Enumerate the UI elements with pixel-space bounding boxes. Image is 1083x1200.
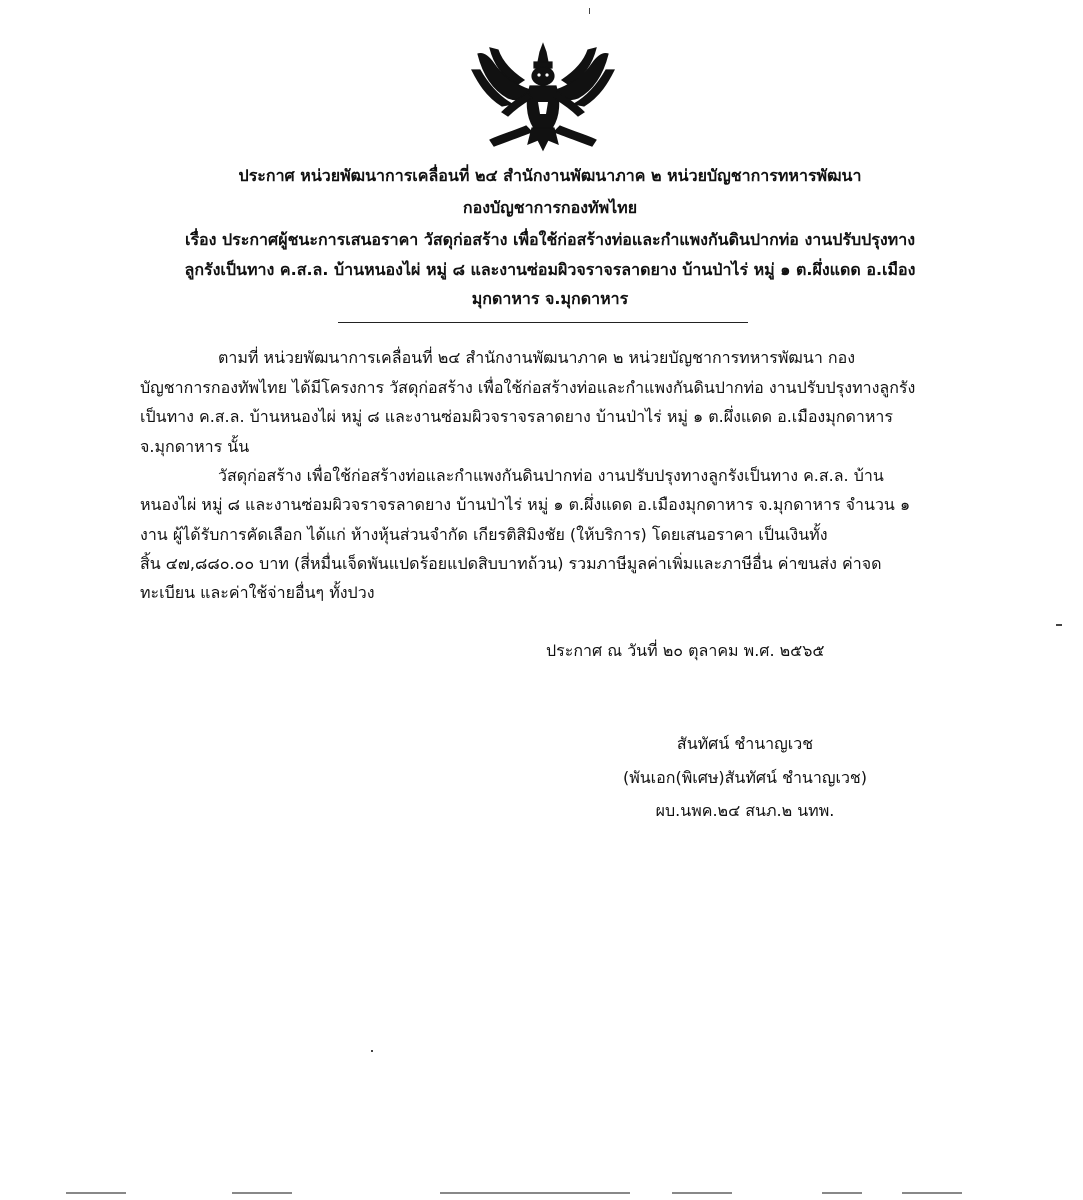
scan-footer-marks bbox=[0, 1192, 1083, 1196]
paragraph-2-line-5: ทะเบียน และค่าใช้จ่ายอื่นๆ ทั้งปวง bbox=[140, 583, 375, 602]
header-separator bbox=[338, 322, 748, 323]
subject-line-3: มุกดาหาร จ.มุกดาหาร bbox=[471, 289, 629, 308]
garuda-emblem-icon bbox=[468, 40, 618, 152]
paragraph-1-line-3: เป็นทาง ค.ส.ล. บ้านหนองไผ่ หมู่ ๘ และงานซ่อมผิวจราจรลาดยาง บ้านป่าไร่ หมู่ ๑ ต.ผึ่งแดด อ.เมืองมุกดาหาร bbox=[140, 407, 893, 426]
subject-line-1: เรื่อง ประกาศผู้ชนะการเสนอราคา วัสดุก่อสร้าง เพื่อใช้ก่อสร้างท่อและกำแพงกันดินปากท่อ งานปรับปรุงทาง bbox=[184, 230, 916, 249]
paragraph-2-line-3: งาน ผู้ได้รับการคัดเลือก ได้แก่ ห้างหุ้นส่วนจำกัด เกียรติสิมิงชัย (ให้บริการ) โดยเสนอราคา เป็นเงินทั้ง bbox=[140, 525, 828, 544]
header-line-1: ประกาศ หน่วยพัฒนาการเคลื่อนที่ ๒๔ สำนักงานพัฒนาภาค ๒ หน่วยบัญชาการทหารพัฒนา bbox=[238, 166, 862, 185]
announcement-date: ประกาศ ณ วันที่ ๒๐ ตุลาคม พ.ศ. ๒๕๖๕ bbox=[546, 641, 825, 660]
paragraph-1-line-4: จ.มุกดาหาร นั้น bbox=[140, 437, 250, 456]
subject-line-2: ลูกรังเป็นทาง ค.ส.ล. บ้านหนองไผ่ หมู่ ๘ และงานซ่อมผิวจราจรลาดยาง บ้านป่าไร่ หมู่ ๑ ต.ผึ่งแดด อ.เมือง bbox=[184, 260, 916, 279]
paragraph-2-line-1: วัสดุก่อสร้าง เพื่อใช้ก่อสร้างท่อและกำแพงกันดินปากท่อ งานปรับปรุงทางลูกรังเป็นทาง ค.ส.ล. บ้าน bbox=[218, 466, 884, 485]
paragraph-2-line-2: หนองไผ่ หมู่ ๘ และงานซ่อมผิวจราจรลาดยาง บ้านป่าไร่ หมู่ ๑ ต.ผึ่งแดด อ.เมืองมุกดาหาร จ.มุกดาหาร จำนวน ๑ bbox=[140, 495, 911, 514]
signer-rank-name: (พันเอก(พิเศษ)สันทัศน์ ชำนาญเวช) bbox=[622, 768, 868, 787]
paragraph-2-line-4: สิ้น ๔๗,๘๘๐.๐๐ บาท (สี่หมื่นเจ็ดพันแปดร้อยแปดสิบบาทถ้วน) รวมภาษีมูลค่าเพิ่มและภาษีอื่น ค่าขนส่ง ค่าจด bbox=[140, 554, 882, 573]
paragraph-1-line-2: บัญชาการกองทัพไทย ได้มีโครงการ วัสดุก่อสร้าง เพื่อใช้ก่อสร้างท่อและกำแพงกันดินปากท่อ งานปรับปรุงทางลูกรัง bbox=[140, 378, 916, 397]
scan-speck bbox=[371, 1050, 373, 1052]
header-line-2: กองบัญชาการกองทัพไทย bbox=[462, 198, 638, 217]
signer-name: สันทัศน์ ชำนาญเวช bbox=[676, 734, 814, 753]
scan-speck bbox=[589, 8, 590, 14]
scan-speck bbox=[1056, 624, 1062, 626]
signer-position: ผบ.นพค.๒๔ สนภ.๒ นทพ. bbox=[655, 801, 835, 820]
paragraph-1-line-1: ตามที่ หน่วยพัฒนาการเคลื่อนที่ ๒๔ สำนักงานพัฒนาภาค ๒ หน่วยบัญชาการทหารพัฒนา กอง bbox=[218, 348, 855, 367]
